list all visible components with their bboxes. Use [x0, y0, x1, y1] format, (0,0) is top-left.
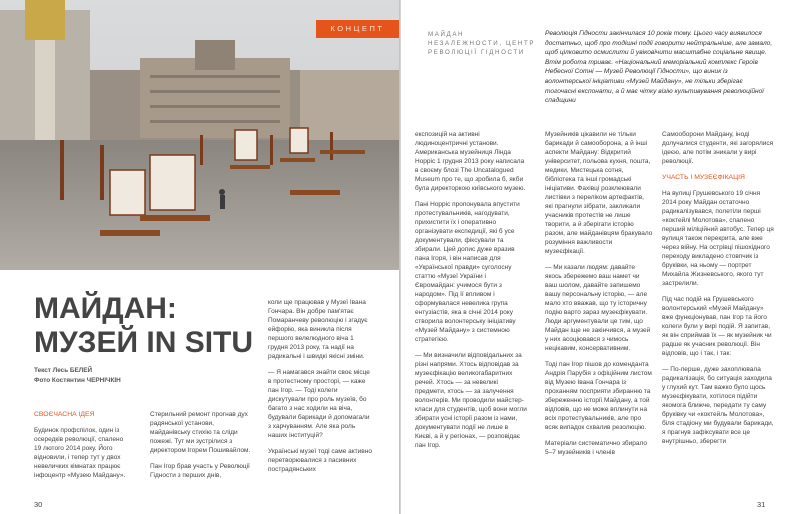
right-column-1 [415, 130, 527, 457]
paragraph: — Ми казали людям: давайте якось збережемо ваш намет чи ваш шолом, давайте запишемо вашу персональну історію, — але мало хто вважав, що ту історичну подію варто зараз музеєфікувати. Люди аргументували це тим, що Майдан іще не закінчився, а музей у них асоціювався з чимось нецікавим, консервативним. [545, 264, 651, 352]
right-column-3 [662, 130, 776, 453]
paragraph: Під час подій на Грушевського волонтерський «Музей Майдану» вже функціонував, пан Ігор та його колеги були у вирі подій. Я запитав, як він сприймав їх — як музейник чи радше як учасник революції. Він відповів, що і так, і так: [662, 296, 772, 357]
paragraph: Будинок профспілок, один із осередків революції, спалено 19 лютого 2014 року. Його відновили, і тепер тут у двох невеличких кімнатах працює інфоцентр «Музею Майдану». [34, 427, 126, 479]
left-column-2 [150, 410, 252, 487]
paragraph: Матеріали систематично збирало 5–7 музейників і членів [545, 440, 647, 456]
page-number: 30 [34, 500, 43, 509]
subheading: УЧАСТЬ І МУЗЕЄФІКАЦІЯ [662, 174, 745, 181]
location-kicker: МАЙДАН НЕЗАЛЕЖНОСТИ, ЦЕНТР РЕВОЛЮЦІЇ ГІДНОСТИ [428, 31, 536, 56]
left-column-3 [268, 298, 374, 481]
paragraph: Пан Ігор брав участь у Революції Гідности з перших днів, [150, 463, 250, 479]
right-column-2 [545, 130, 653, 464]
paragraph: Тоді пан Ігор пішов до коменданта Андрія Парубія з офіційним листом від Музею Івана Гончара із проханням посприяти збиранню та збереженню історії Майдану, а той відповів, що не може вплинути на всіх протестувальників, але про всяк випадок схвалив резолюцію. [545, 361, 652, 431]
maidan-square-photo [0, 0, 399, 270]
paragraph: коли ще працював у Музеї Івана Гончара. Він добре пам'ятає Помаранчеву революцію і згадує ейфорію, яка виникла після першого велелюдного віча 1 грудня 2013 року, та надії на радикальні і швидкі якісні зміни. [268, 299, 368, 360]
lead-paragraph: Революція Гідности закінчилася 10 років тому. Цього часу виявилося достатньо, щоб про тодішні події говорити нейтральніше, але замало, щоб цілковито осмислити й увіковічити масштабне соціальне явище. Втім робота триває. «Національний меморіальний комплекс Героїв Небесної Сотні — Музей Революції Гідности», що виник із волонтерської ініціативи «Музей Майдану», не тільки зберігає тогочасні експонати, а й має чітку візію культивування революційної спадщини [545, 30, 773, 105]
paragraph: експозицій на активні людиноцентричні установи. Американська музейниця Лінда Норріс 1 грудня 2013 року написала в своєму блозі The Uncatalogued Museum про те, що зробила б, якби була директоркою київського музею. [415, 131, 526, 192]
paragraph: — Ми визначили відповідальних за різні напрями. Хтось відповідав за музеєфікацію великогабаритних речей. Хтось — за невеликі предмети, хтось — за залучення волонтерів. Ми проводили майстер-класи для студентів, щоб вони могли збирати усні історії разом із нами, документувати події не лише в Києві, а й у регіонах, — розповідає пан Ігор. [415, 352, 527, 449]
paragraph: На вулиці Грушевського 19 січня 2014 року Майдан остаточно радикалізувався, полетіли перші «коктейлі Молотова», спалено перший міліційний автобус. Тепер ця вулиця також перекрита, але вже через війну. На острівці пішохідного переходу викладено стовпчик із бруківки, на ньому — портрет Михайла Жизневського, якого тут застрелили. [662, 190, 774, 287]
title-line-1: МАЙДАН: [34, 292, 177, 325]
photo-credit: Фото Костянтин ЧЕРНІЧКІН [34, 376, 121, 384]
left-column-1 [34, 410, 132, 487]
paragraph: Пані Норріс пропонувала впустити протестувальників, нагодувати, прихистити їх і оперативно організувати експедиції, які б усе документували, фіксували та збирали. Цей допис дуже вразив пана Ігоря, і він написав для «Української правди» суголосну статтю «Музеї України і Євромайдан: учимося бути з народом». Під її впливом і сформувалася невелика група ентузіастів, яка в січні 2014 року створила волонтерську ініціативу «Музей Майдану» з системною стратегією. [415, 201, 520, 343]
author-credit: Текст Лесь БЕЛЕЙ [34, 367, 93, 374]
paragraph: Музейників цікавили не тільки барикади й самооборона, а й інші аспекти Майдану: Відкритий університет, польова кухня, пошта, медики, Мистецька сотня, бібліотека та інші громадські ініціативи. Фахівці розклеювали листівки з переліком артефактів, які прагнули зібрати, закликали учасників протестів не лише творити, а й зберігати історію разом, але майданівцям бракувало розуміння важливости музеєфікації. [545, 131, 653, 255]
section-tab-concept: КОНЦЕПТ [316, 20, 399, 38]
page-number: 31 [757, 500, 766, 509]
paragraph: — Я намагався знайти своє місце в протестному просторі, — каже пан Ігор. — Тоді колеги дискутували про роль музеїв, бо багато з нас ходили на віча, будували барикади й допомагали з харчуванням. Але яка роль наших інституцій? [268, 369, 370, 439]
article-title [34, 292, 260, 360]
paragraph: — По-перше, дуже захоплювала радикалізація, бо ситуація заходила у глухий кут. Там важко було щось музеєфікувати, хотілося підійти якомога ближче, передати ту саму бруківку чи «коктейль Молотова», біля стадіону ми будували барикади, я прагнув зафіксувати все це внутрішньо, зберегти [662, 366, 774, 445]
paragraph: Стерильний ремонт прогнав дух радянської установи, майданівську стихію та сліди пожежі. Тут ми зустрілися з директором Ігорем Пошивайлом. [150, 411, 251, 454]
paragraph: Українські музеї тоді саме активно перетворювалися з пасивних пострадянських [268, 448, 372, 473]
paragraph: Самооборони Майдану, іноді долучалися студенти, які загорялися ідеєю, але потім зникали у вирі революції. [662, 131, 774, 165]
byline [34, 366, 254, 385]
photo-illustration [0, 0, 399, 270]
title-line-2: МУЗЕЙ IN SITU [34, 326, 254, 359]
right-page [401, 0, 800, 514]
subheading: СВОЄЧАСНА ІДЕЯ [34, 411, 95, 418]
